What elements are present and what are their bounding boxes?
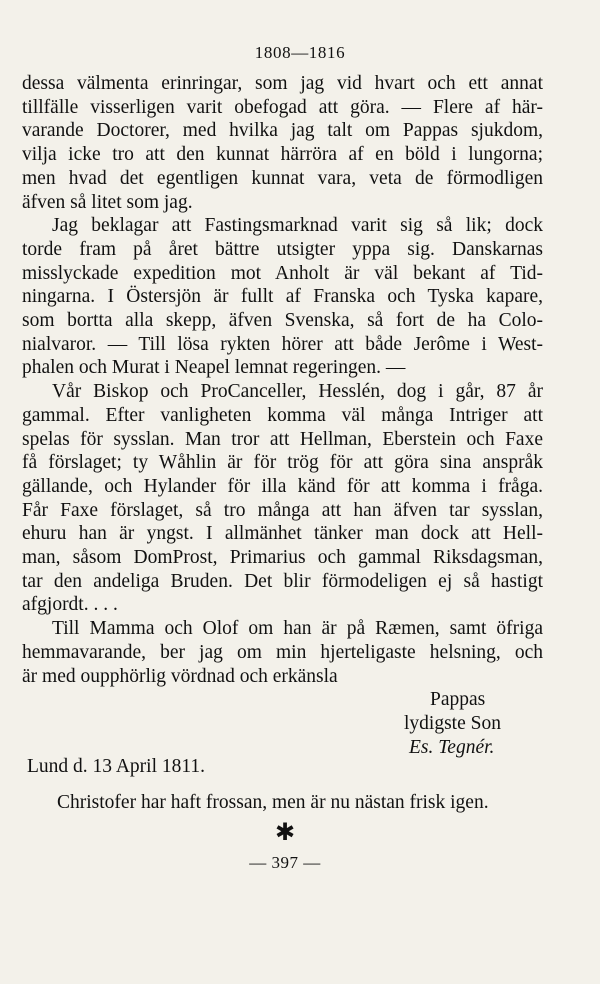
text-line: hemmavarande, ber jag om min hjerteligaste helsning, och xyxy=(22,641,543,663)
text-line: vilja icke tro att den kunnat härröra af en böld i lungorna; xyxy=(22,144,543,166)
text-line: Vår Biskop och ProCanceller, Hesslén, dog i går, 87 år xyxy=(52,381,543,403)
letter-body xyxy=(22,72,543,759)
text-line: Jag beklagar att Fastingsmarknad varit sig så lik; dock xyxy=(52,215,543,237)
text-line: misslyckade expedition mot Anholt är väl bekant af Tid- xyxy=(22,262,543,284)
text-line: är med oupphörlig vördnad och erkänsla xyxy=(22,665,338,687)
text-line: nialvaror. — Till lösa rykten hörer att både Jerôme i West- xyxy=(22,333,543,355)
text-line: ehuru han är yngst. I allmänhet tänker man dock att Hell- xyxy=(22,523,543,545)
text-line: som bortta alla skepp, äfven Svenska, så fort de ha Colo- xyxy=(22,310,543,332)
text-line: tar den andeliga Bruden. Det blir förmodeligen ej så hastigt xyxy=(22,570,543,592)
text-line: dessa välmenta erinringar, som jag vid hvart och ett annat xyxy=(22,73,543,94)
signature-closing-phrase: lydigste Son xyxy=(404,712,501,734)
text-line: phalen och Murat i Neapel lemnat regeringen. — xyxy=(22,357,406,379)
signature-closing: Pappas xyxy=(430,689,486,711)
text-line: äfven så litet som jag. xyxy=(22,191,193,213)
letter-dateline: Lund d. 13 April 1811. xyxy=(27,756,206,777)
asterisk-ornament-icon: ✱ xyxy=(274,820,296,846)
text-line: men hvad det egentligen kunnat vara, veta de förmodligen xyxy=(22,167,543,189)
text-line: tillfälle visserligen varit obefogad att göra. — Flere af här- xyxy=(22,96,543,118)
text-line: varande Doctorer, med hvilka jag talt om Pappas sjukdom, xyxy=(22,120,543,142)
postscript: Christofer har haft frossan, men är nu nästan frisk igen. xyxy=(57,792,489,813)
text-line: få förslaget; ty Wåhlin är för trög för att göra sina anspråk xyxy=(22,452,543,474)
page-number: — 397 — xyxy=(249,853,321,872)
text-line: afgjordt. . . . xyxy=(22,594,118,616)
text-line: gammal. Efter vanligheten komma väl många Intriger att xyxy=(22,404,543,426)
running-header: 1808—1816 xyxy=(254,43,346,62)
text-line: man, såsom DomProst, Primarius och gammal Riksdagsman, xyxy=(22,547,543,569)
signature-name: Es. Tegnér. xyxy=(409,736,495,758)
text-line: Till Mamma och Olof om han är på Ræmen, samt öfriga xyxy=(52,618,543,640)
text-line: spelas för sysslan. Man tror att Hellman, Eberstein och Faxe xyxy=(22,428,543,450)
text-line: ningarna. I Östersjön är fullt af Franska och Tyska kapare, xyxy=(22,286,543,308)
text-line: torde fram på året bättre utsigter yppa sig. Danskarnas xyxy=(22,238,543,260)
text-line: gällande, och Hylander för illa känd för att komma i fråga. xyxy=(22,475,543,497)
text-line: Får Faxe förslaget, så tro många att han äfven tar sysslan, xyxy=(22,499,543,521)
